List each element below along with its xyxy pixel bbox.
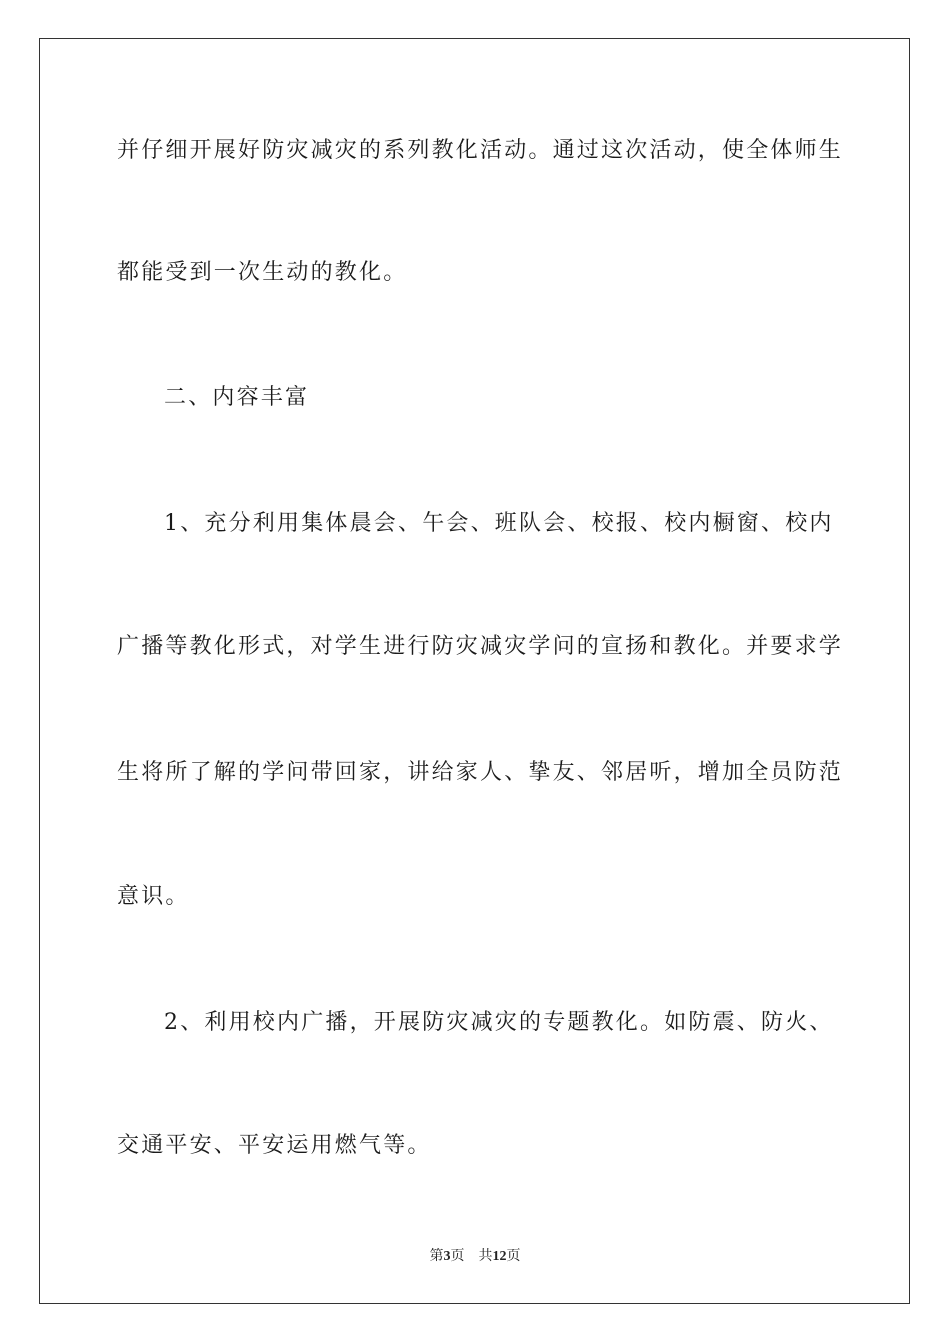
text-line: 生将所了解的学问带回家，讲给家人、挚友、邻居听，增加全员防范 (117, 760, 844, 785)
page-prefix: 第 (429, 1249, 444, 1264)
text-line: 广播等教化形式，对学生进行防灾减灾学问的宣扬和教化。并要求学 (117, 634, 844, 659)
text-line: 都能受到一次生动的教化。 (117, 260, 408, 285)
text-line: 并仔细开展好防灾减灾的系列教化活动。通过这次活动，使全体师生 (117, 138, 844, 163)
text-line: 1、充分利用集体晨会、午会、班队会、校报、校内橱窗、校内 (164, 511, 834, 536)
text-line: 交通平安、平安运用燃气等。 (117, 1133, 432, 1158)
page-footer (0, 1247, 950, 1267)
text-line: 2、利用校内广播，开展防灾减灾的专题教化。如防震、防火、 (164, 1010, 834, 1035)
page-border (39, 38, 910, 1304)
section-heading: 二、内容丰富 (164, 385, 310, 410)
total-suffix: 页 (506, 1249, 521, 1264)
page-number: 3 (443, 1249, 451, 1264)
text-line: 意识。 (117, 884, 190, 909)
page-suffix: 页 (450, 1249, 465, 1264)
total-pages: 12 (492, 1249, 507, 1264)
total-prefix: 共 (478, 1249, 493, 1264)
